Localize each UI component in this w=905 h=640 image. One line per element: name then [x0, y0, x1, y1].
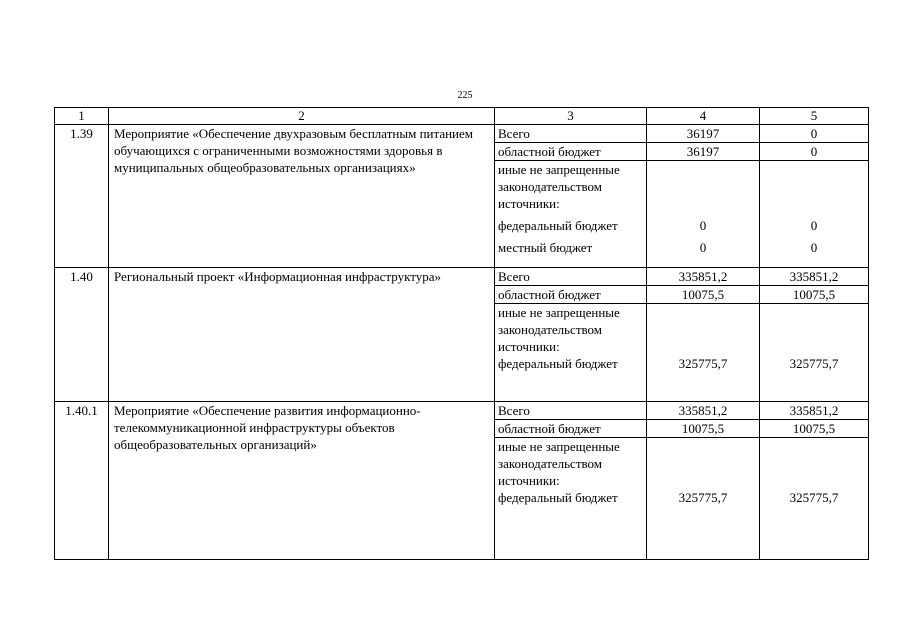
value-col4: 10075,5 — [647, 286, 760, 304]
source-label: федеральный бюджет — [495, 217, 647, 239]
value-col4: 335851,2 — [647, 402, 760, 420]
source-label: областной бюджет — [495, 420, 647, 438]
source-label: Всего — [495, 125, 647, 143]
row-code: 1.40.1 — [55, 402, 109, 560]
value-col5: 0 — [760, 217, 869, 239]
value-col4: 36197 — [647, 125, 760, 143]
row-code: 1.40 — [55, 268, 109, 402]
row-name: Мероприятие «Обеспечение двухразовым бесплатным питанием обучающихся с ограниченными возможностями здоровья в муниципальных общеобразовательных организациях» — [109, 125, 495, 268]
row-name: Мероприятие «Обеспечение развития информационно-телекоммуникационной инфраструктуры объектов общеобразовательных организаций» — [109, 402, 495, 560]
value-col4 — [647, 304, 760, 356]
source-label: Всего — [495, 268, 647, 286]
value-col5: 10075,5 — [760, 420, 869, 438]
value-col5: 335851,2 — [760, 402, 869, 420]
value-col5 — [760, 438, 869, 490]
value-col4 — [647, 438, 760, 490]
value-col5 — [760, 161, 869, 218]
value-col4: 36197 — [647, 143, 760, 161]
header-cell: 5 — [760, 108, 869, 125]
source-label: иные не запрещенные законодательством источники: — [495, 438, 647, 490]
source-label: областной бюджет — [495, 286, 647, 304]
value-col5: 325775,7 — [760, 489, 869, 560]
header-cell: 4 — [647, 108, 760, 125]
value-col4: 0 — [647, 217, 760, 239]
header-row — [55, 108, 869, 125]
header-cell: 3 — [495, 108, 647, 125]
page-number: 225 — [457, 90, 473, 101]
row-name: Региональный проект «Информационная инфраструктура» — [109, 268, 495, 402]
budget-table — [54, 107, 869, 560]
source-label: Всего — [495, 402, 647, 420]
value-col4: 0 — [647, 239, 760, 268]
source-label: иные не запрещенные законодательством источники: — [495, 304, 647, 356]
source-label: областной бюджет — [495, 143, 647, 161]
value-col5: 0 — [760, 125, 869, 143]
value-col5: 335851,2 — [760, 268, 869, 286]
value-col4: 335851,2 — [647, 268, 760, 286]
value-col5: 0 — [760, 143, 869, 161]
source-label: федеральный бюджет — [495, 355, 647, 402]
header-cell: 1 — [55, 108, 109, 125]
table-row — [55, 268, 869, 286]
source-label: иные не запрещенные законодательством источники: — [495, 161, 647, 218]
value-col4 — [647, 161, 760, 218]
value-col5: 325775,7 — [760, 355, 869, 402]
source-label: местный бюджет — [495, 239, 647, 268]
source-label: федеральный бюджет — [495, 489, 647, 560]
row-code: 1.39 — [55, 125, 109, 268]
header-cell: 2 — [109, 108, 495, 125]
value-col4: 325775,7 — [647, 489, 760, 560]
value-col5 — [760, 304, 869, 356]
table-row — [55, 402, 869, 420]
value-col5: 0 — [760, 239, 869, 268]
value-col4: 10075,5 — [647, 420, 760, 438]
table-row — [55, 125, 869, 143]
value-col4: 325775,7 — [647, 355, 760, 402]
value-col5: 10075,5 — [760, 286, 869, 304]
